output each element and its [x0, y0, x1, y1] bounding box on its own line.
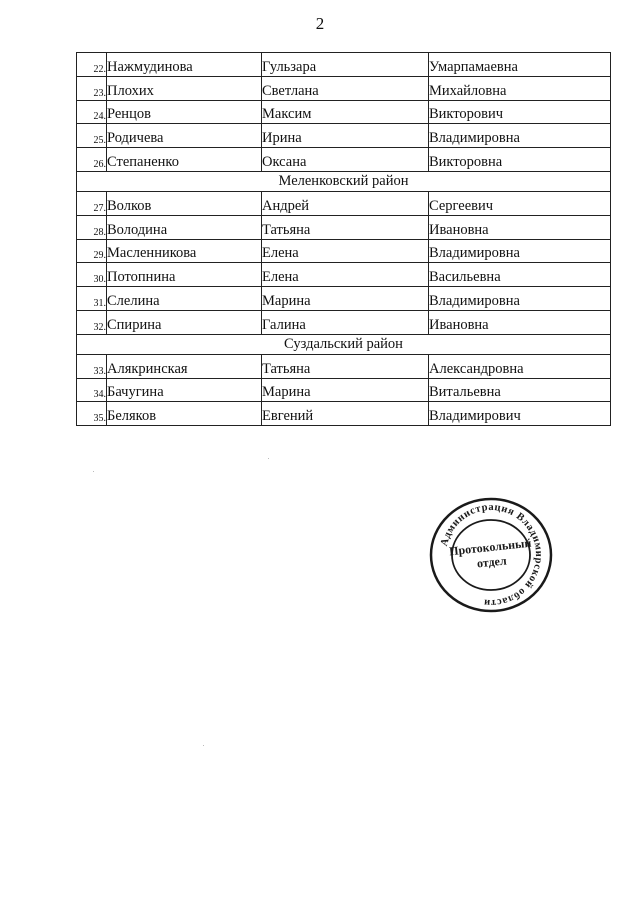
name-cell: Ирина — [262, 124, 429, 148]
row-number: 24. — [77, 100, 107, 124]
stamp-center-line-2: отдел — [476, 553, 508, 571]
surname-cell: Родичева — [107, 124, 262, 148]
surname-cell: Володина — [107, 215, 262, 239]
patronymic-cell: Викторовна — [429, 148, 611, 172]
district-label: Суздальский район — [77, 334, 611, 354]
row-number: 34. — [77, 378, 107, 402]
row-number: 25. — [77, 124, 107, 148]
name-cell: Марина — [262, 287, 429, 311]
name-cell: Оксана — [262, 148, 429, 172]
patronymic-cell: Владимирович — [429, 402, 611, 426]
stamp-center-line-1: Протокольный — [448, 535, 532, 559]
row-number: 22. — [77, 53, 107, 77]
district-header-row — [77, 334, 611, 354]
patronymic-cell: Ивановна — [429, 215, 611, 239]
table-row — [77, 148, 611, 172]
table-row — [77, 124, 611, 148]
row-number: 32. — [77, 310, 107, 334]
surname-cell: Алякринская — [107, 354, 262, 378]
surname-cell: Нажмудинова — [107, 53, 262, 77]
row-number: 29. — [77, 239, 107, 263]
table-row — [77, 378, 611, 402]
table-row — [77, 287, 611, 311]
table-row — [77, 310, 611, 334]
table-row — [77, 191, 611, 215]
surname-cell: Спирина — [107, 310, 262, 334]
name-cell: Максим — [262, 100, 429, 124]
patronymic-cell: Витальевна — [429, 378, 611, 402]
table-row — [77, 53, 611, 77]
patronymic-cell: Умарпамаевна — [429, 53, 611, 77]
surname-cell: Ренцов — [107, 100, 262, 124]
patronymic-cell: Сергеевич — [429, 191, 611, 215]
surname-cell: Волков — [107, 191, 262, 215]
row-number: 27. — [77, 191, 107, 215]
patronymic-cell: Васильевна — [429, 263, 611, 287]
table-row — [77, 402, 611, 426]
patronymic-cell: Михайловна — [429, 76, 611, 100]
patronymic-cell: Владимировна — [429, 124, 611, 148]
row-number: 23. — [77, 76, 107, 100]
name-cell: Елена — [262, 239, 429, 263]
row-number: 30. — [77, 263, 107, 287]
name-cell: Татьяна — [262, 215, 429, 239]
roster-table — [76, 52, 611, 426]
patronymic-cell: Викторович — [429, 100, 611, 124]
table-row — [77, 100, 611, 124]
surname-cell: Бачугина — [107, 378, 262, 402]
table-row — [77, 76, 611, 100]
name-cell: Евгений — [262, 402, 429, 426]
scan-speck — [93, 471, 94, 472]
row-number: 33. — [77, 354, 107, 378]
page-number: 2 — [315, 14, 325, 33]
roster-body — [77, 53, 611, 426]
name-cell: Галина — [262, 310, 429, 334]
table-row — [77, 354, 611, 378]
row-number: 31. — [77, 287, 107, 311]
patronymic-cell: Владимировна — [429, 287, 611, 311]
surname-cell: Беляков — [107, 402, 262, 426]
surname-cell: Потопнина — [107, 263, 262, 287]
stamp-ring-text: Администрация Владимирской области — [438, 501, 545, 609]
name-cell: Андрей — [262, 191, 429, 215]
patronymic-cell: Владимировна — [429, 239, 611, 263]
table-row — [77, 263, 611, 287]
table-row — [77, 239, 611, 263]
name-cell: Елена — [262, 263, 429, 287]
surname-cell: Плохих — [107, 76, 262, 100]
district-header-row — [77, 171, 611, 191]
surname-cell: Слелина — [107, 287, 262, 311]
row-number: 28. — [77, 215, 107, 239]
scan-speck — [268, 458, 269, 459]
table-row — [77, 215, 611, 239]
name-cell: Татьяна — [262, 354, 429, 378]
patronymic-cell: Александровна — [429, 354, 611, 378]
district-label: Меленковский район — [77, 171, 611, 191]
surname-cell: Масленникова — [107, 239, 262, 263]
row-number: 35. — [77, 402, 107, 426]
row-number: 26. — [77, 148, 107, 172]
surname-cell: Степаненко — [107, 148, 262, 172]
patronymic-cell: Ивановна — [429, 310, 611, 334]
name-cell: Марина — [262, 378, 429, 402]
name-cell: Светлана — [262, 76, 429, 100]
name-cell: Гульзара — [262, 53, 429, 77]
scan-speck — [203, 745, 204, 746]
stamp — [426, 495, 556, 615]
